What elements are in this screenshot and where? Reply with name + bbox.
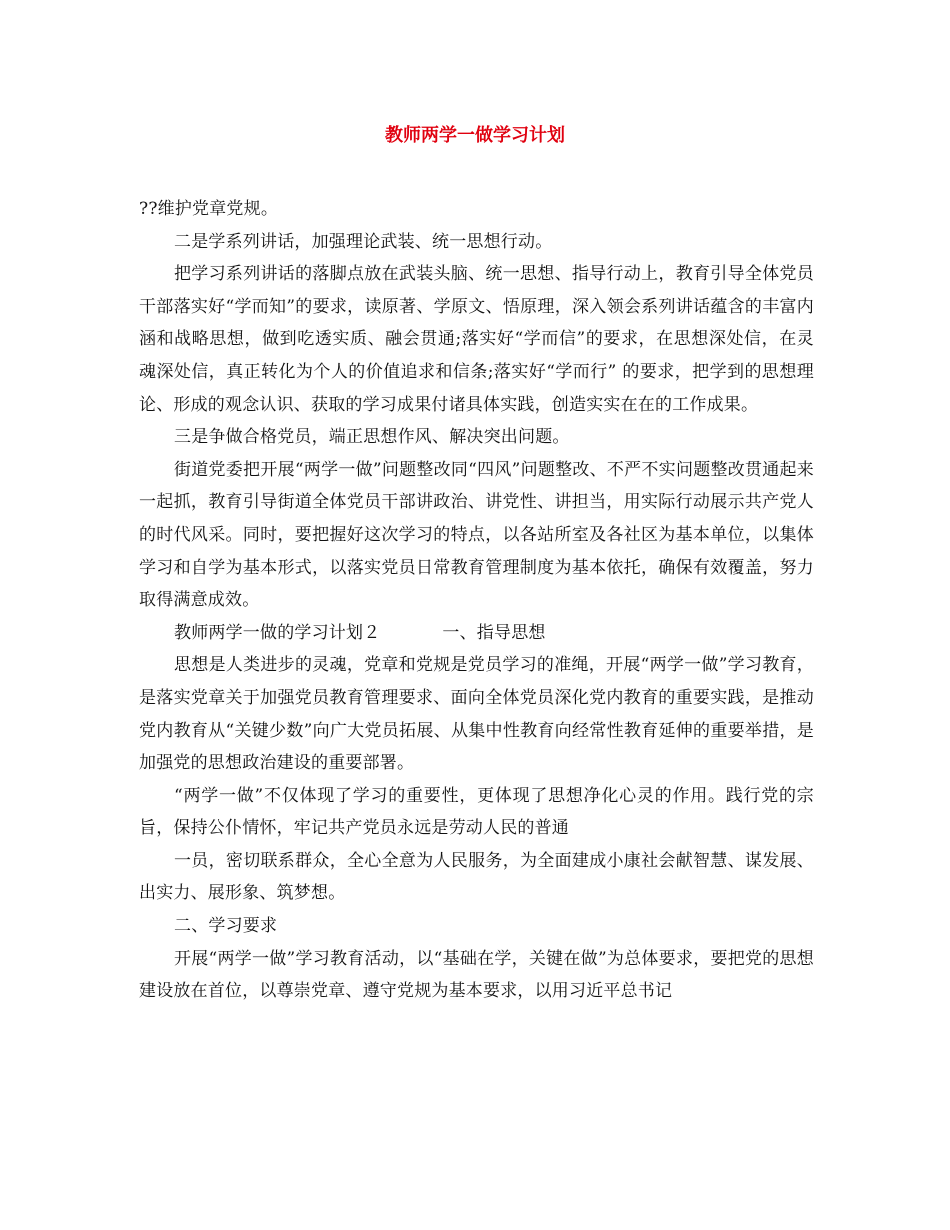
section-heading: 二、学习要求 bbox=[174, 916, 278, 937]
document-title: 教师两学一做学习计划 bbox=[385, 125, 565, 146]
paragraph: 街道党委把开展“两学一做”问题整改同“四风”问题整改、不严不实问题整改贯通起来一起抓，教育引导街道全体党员干部讲政治、讲党性、讲担当，用实际行动展示共产党人的时代风采。同时，要把握好这次学习的特点，以各站所室及各社区为基本单位，以集体学习和自学为基本形式，以落实党员日常教育管理制度为基本依托，确保有效覆盖，努力取得满意成效。 bbox=[139, 459, 814, 611]
section-heading-line bbox=[139, 617, 814, 650]
paragraph: ??维护党章党规。 bbox=[139, 199, 279, 219]
plan2-section-heading: 一、指导思想 bbox=[442, 622, 546, 643]
paragraph: 思想是人类进步的灵魂，党章和党规是党员学习的准绳，开展“两学一做”学习教育，是落实党章关于加强党员教育管理要求、面向全体党员深化党内教育的重要实践，是推动党内教育从“关键少数”向广大党员拓展、从集中性教育向经常性教育延伸的重要举措，是加强党的思想政治建设的重要部署。 bbox=[139, 655, 814, 774]
paragraph: 把学习系列讲话的落脚点放在武装头脑、统一思想、指导行动上，教育引导全体党员干部落实好“学而知”的要求，读原著、学原文、悟原理，深入领会系列讲话蕴含的丰富内涵和战略思想，做到吃透实质、融会贯通;落实好“学而信”的要求，在思想深处信，在灵魂深处信，真正转化为个人的价值追求和信条;落实好“学而行” 的要求，把学到的思想理论、形成的观念认识、获取的学习成果付诸具体实践，创造实实在在的工作成果。 bbox=[139, 264, 814, 415]
paragraph: 开展“两学一做”学习教育活动，以“基础在学，关键在做”为总体要求，要把党的思想建设放在首位，以尊崇党章、遵守党规为基本要求，以用习近平总书记 bbox=[139, 948, 814, 1002]
paragraph: “两学一做”不仅体现了学习的重要性，更体现了思想净化心灵的作用。践行党的宗旨，保持公仆情怀，牢记共产党员永远是劳动人民的普通 bbox=[139, 785, 814, 839]
document-body bbox=[139, 193, 814, 1008]
plan2-heading: 教师两学一做的学习计划２ bbox=[174, 622, 381, 643]
paragraph: 一员，密切联系群众，全心全意为人民服务，为全面建成小康社会献智慧、谋发展、出实力、展形象、筑梦想。 bbox=[139, 850, 814, 904]
paragraph: 三是争做合格党员，端正思想作风、解决突出问题。 bbox=[174, 427, 570, 448]
paragraph: 二是学系列讲话，加强理论武装、统一思想行动。 bbox=[174, 231, 553, 252]
